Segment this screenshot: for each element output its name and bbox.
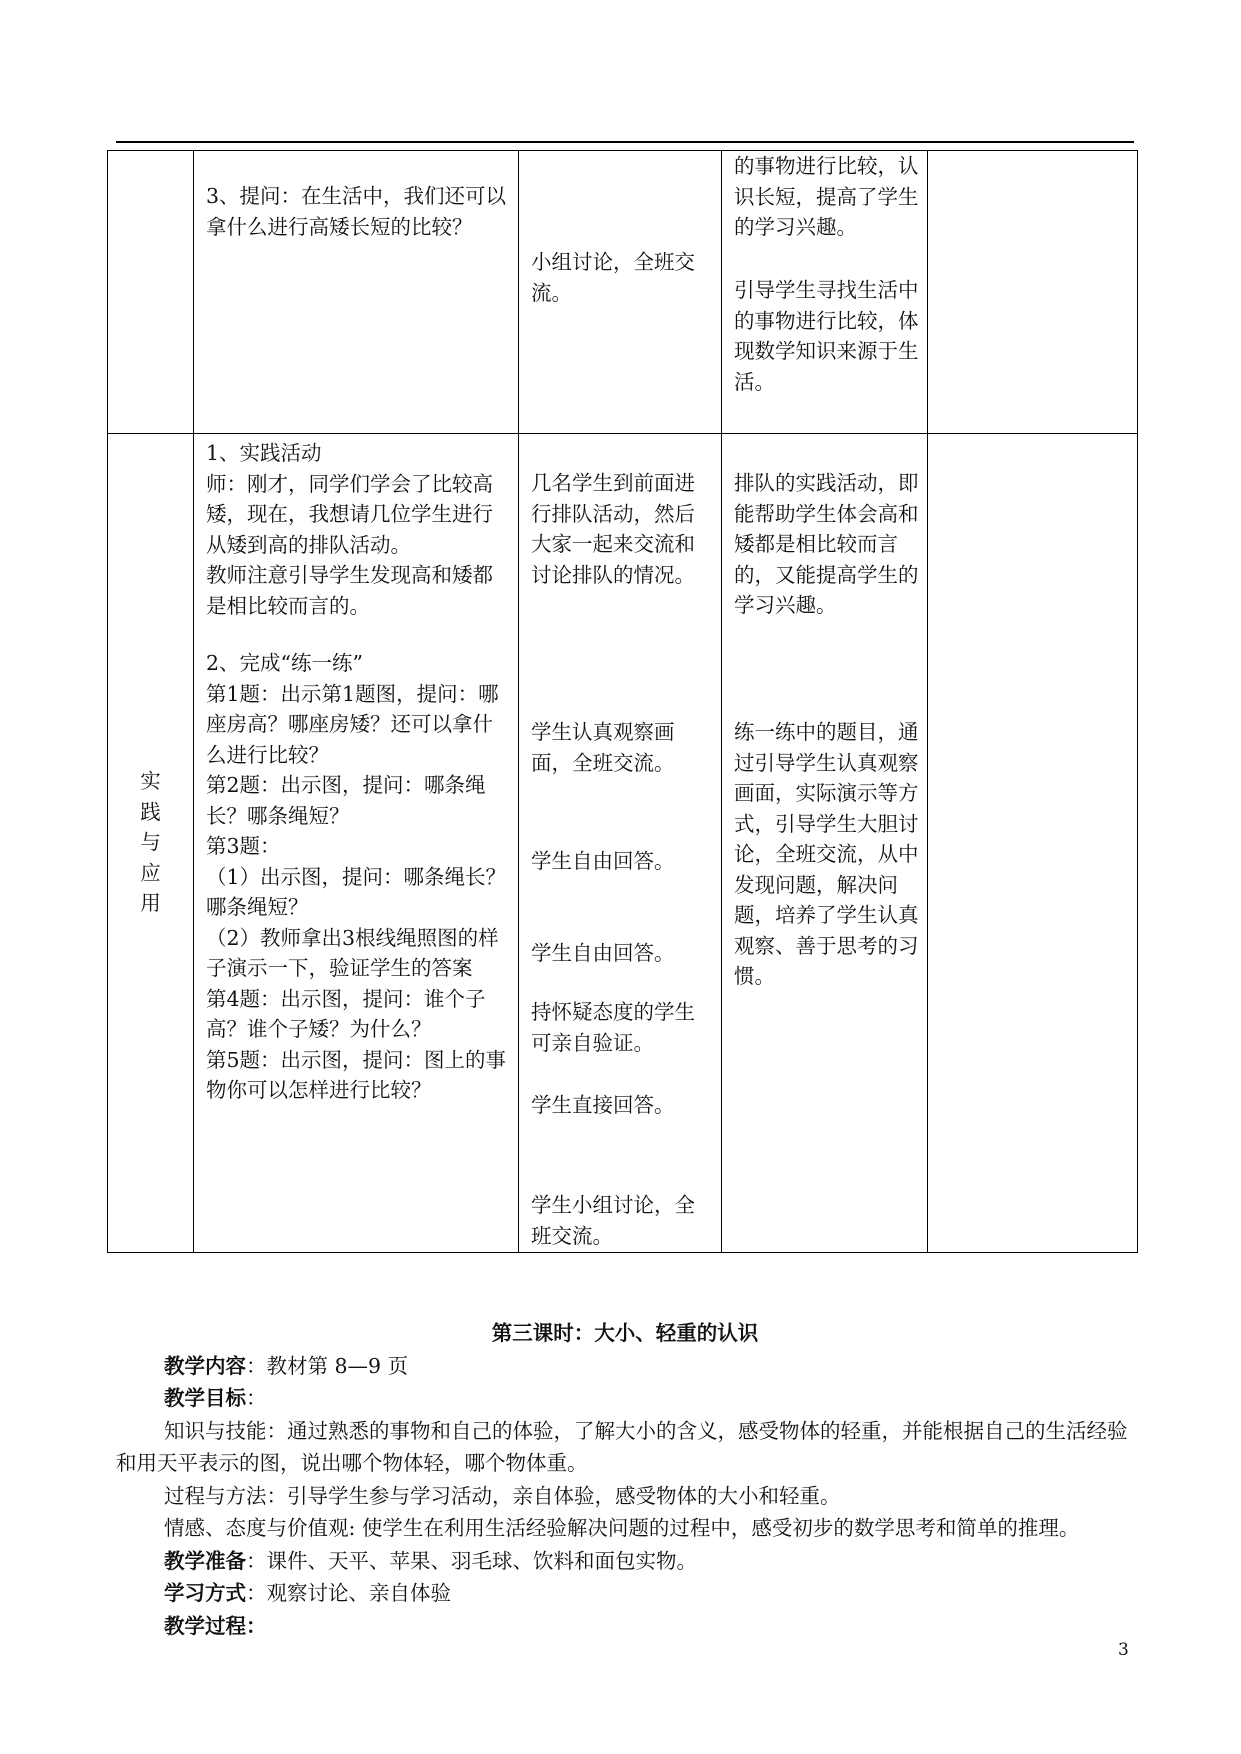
teaching-process-label: 教学过程 — [164, 1613, 246, 1638]
design-intent-text: 排队的实践活动，即能帮助学生体会高和矮都是相比较而言的，又能提高学生的学习兴趣。 — [734, 471, 919, 617]
student-activity-text: 学生小组讨论，全班交流。 — [531, 1193, 695, 1248]
table-row — [108, 434, 1138, 1253]
learning-method-value: ：观察讨论、亲自体验 — [246, 1581, 451, 1605]
learning-method — [116, 1577, 1134, 1610]
teaching-content-label: 教学内容 — [164, 1353, 246, 1378]
student-activity-text: 学生自由回答。 — [531, 941, 675, 965]
teaching-process — [116, 1610, 1134, 1643]
stage-cell — [108, 434, 194, 1253]
teacher-activity-text: 2、完成“练一练” 第1题：出示第1题图，提问：哪座房高？哪座房矮？还可以拿什么进行比较？ 第2题：出示图，提问：哪条绳长？哪条绳短？ 第3题： （1）出示图，提问：哪条绳长？哪条绳短？ （2）教师拿出3根线绳照图的样子演示一下，验证学生的答案 第4题：出示图，提问：谁个子高？谁个子矮？为什么？ 第5题：出示图，提问：图上的事物你可以怎样进行比较？ — [206, 651, 507, 1102]
design-intent-cell — [722, 434, 928, 1253]
lesson-title: 第三课时：大小、轻重的认识 — [491, 1321, 759, 1345]
notes-cell — [928, 151, 1138, 434]
student-activity-text: 小组讨论，全班交流。 — [531, 250, 695, 305]
notes-cell — [928, 434, 1138, 1253]
teaching-goals-label: 教学目标 — [164, 1386, 246, 1410]
lesson-table — [107, 150, 1138, 1253]
goal-process: 过程与方法：引导学生参与学习活动，亲自体验，感受物体的大小和轻重。 — [164, 1483, 841, 1508]
teaching-preparation — [116, 1545, 1134, 1578]
student-activity-cell — [519, 434, 722, 1253]
student-activity-text: 几名学生到前面进行排队活动，然后大家一起来交流和讨论排队的情况。 — [531, 471, 695, 587]
learning-method-label: 学习方式 — [164, 1581, 246, 1605]
stage-cell — [108, 151, 194, 434]
teaching-goals-value: ： — [246, 1386, 267, 1410]
stage-label: 实 践 与 应 用 — [140, 769, 161, 915]
teacher-activity-cell — [194, 151, 519, 434]
student-activity-cell — [519, 151, 722, 434]
header-rule — [116, 141, 1134, 143]
teacher-activity-text: 3、提问：在生活中，我们还可以拿什么进行高矮长短的比较？ — [206, 184, 507, 239]
student-activity-text: 学生自由回答。 — [531, 849, 675, 873]
student-activity-text: 学生直接回答。 — [531, 1093, 675, 1117]
lesson-section — [116, 1317, 1134, 1642]
teaching-process-value: ： — [246, 1613, 267, 1638]
teacher-activity-text: 1、实践活动 师：刚才，同学们学会了比较高矮，现在，我想请几位学生进行从矮到高的排队活动。 教师注意引导学生发现高和矮都是相比较而言的。 — [206, 441, 493, 618]
student-activity-text: 持怀疑态度的学生可亲自验证。 — [531, 1000, 695, 1055]
teaching-content-value: ：教材第 8—9 页 — [246, 1353, 409, 1378]
goal-emotion: 情感、态度与价值观: 使学生在利用生活经验解决问题的过程中，感受初步的数学思考和简单的推理。 — [164, 1516, 1080, 1540]
design-intent-text: 的事物进行比较，认识长短，提高了学生的学习兴趣。 — [734, 154, 919, 239]
design-intent-text: 练一练中的题目，通过引导学生认真观察画面，实际演示等方式，引导学生大胆讨论，全班交流，从中发现问题，解决问题，培养了学生认真观察、善于思考的习惯。 — [734, 720, 919, 988]
teaching-goals — [116, 1382, 1134, 1415]
teaching-preparation-label: 教学准备 — [164, 1548, 246, 1573]
goal-knowledge: 知识与技能：通过熟悉的事物和自己的体验，了解大小的含义，感受物体的轻重，并能根据自己的生活经验和用天平表示的图，说出哪个物体轻，哪个物体重。 — [116, 1418, 1128, 1475]
design-intent-text: 引导学生寻找生活中的事物进行比较，体现数学知识来源于生活。 — [734, 278, 919, 394]
student-activity-text: 学生认真观察画面，全班交流。 — [531, 720, 675, 775]
teacher-activity-cell — [194, 434, 519, 1253]
page-number: 3 — [1118, 1640, 1129, 1660]
design-intent-cell — [722, 151, 928, 434]
teaching-content — [116, 1350, 1134, 1383]
teaching-preparation-value: ：课件、天平、苹果、羽毛球、饮料和面包实物。 — [246, 1548, 697, 1573]
table-row — [108, 151, 1138, 434]
